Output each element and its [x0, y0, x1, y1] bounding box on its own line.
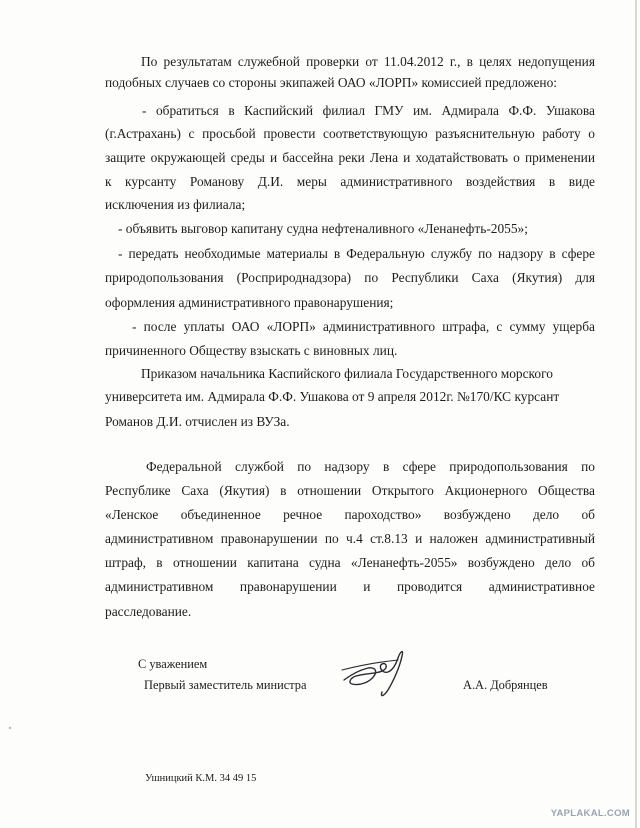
- bullet-1-line-4: к курсанту Романову Д.И. меры административного воздействия в виде: [105, 174, 595, 189]
- closing-text: С уважением: [138, 657, 208, 671]
- paragraph-2-line-1: Приказом начальника Каспийского филиала Государственного морского: [141, 366, 553, 381]
- paragraph-3-line-5: штраф, в отношении капитана судна «Ленанефть-2055» возбуждено дело об: [105, 555, 595, 570]
- signer-position: Первый заместитель министра: [144, 678, 307, 692]
- bullet-4-line-1: - после уплаты ОАО «ЛОРП» административного штрафа, с сумму ущерба: [132, 319, 595, 334]
- bullet-1-line-3: защите окружающей среды и бассейна реки Лена и ходатайствовать о применении: [105, 150, 595, 165]
- signer-name: А.А. Добрянцев: [463, 678, 548, 692]
- paragraph-3-line-1: Федеральной службой по надзору в сфере природопользования по: [146, 459, 595, 474]
- bullet-1-line-1: - обратиться в Каспийский филиал ГМУ им. Адмирала Ф.Ф. Ушакова: [142, 103, 595, 118]
- paragraph-2-line-2: университета им. Адмирала Ф.Ф. Ушакова от 9 апреля 2012г. №170/КС курсант: [105, 389, 560, 404]
- bullet-3-line-3: оформления административного правонарушения;: [105, 295, 394, 310]
- paragraph-1-line-2: подобных случаев со стороны экипажей ОАО «ЛОРП» комиссией предложено:: [105, 75, 558, 90]
- paragraph-3-line-3: «Ленское объединенное речное пароходство» возбуждено дело об: [105, 507, 595, 522]
- bullet-4-line-2: причиненного Обществу взыскать с виновных лиц.: [105, 343, 398, 358]
- paragraph-3-line-4: административном правонарушении по ч.4 ст.8.13 и наложен административный: [105, 531, 595, 546]
- bullet-3-line-2: природопользования (Росприроднадзора) по Республики Саха (Якутия) для: [105, 270, 595, 285]
- executor-contact: Ушницкий К.М. 34 49 15: [145, 773, 257, 784]
- bullet-1-line-2: (г.Астрахань) с просьбой провести соответствующую разъяснительную работу о: [105, 126, 595, 141]
- paragraph-1-line-1: По результатам служебной проверки от 11.04.2012 г., в целях недопущения: [141, 54, 595, 69]
- paragraph-2-line-3: Романов Д.И. отчислен из ВУЗа.: [105, 414, 290, 429]
- paragraph-3-line-6: административном правонарушении и проводится административное: [105, 579, 595, 594]
- bullet-3-line-1: - передать необходимые материалы в Федеральную службу по надзору в сфере: [118, 246, 595, 261]
- site-watermark: YAPLAKAL.COM: [550, 808, 630, 819]
- handwritten-signature: [338, 640, 410, 702]
- bullet-2: - объявить выговор капитану судна нефтеналивного «Ленанефть-2055»;: [118, 221, 528, 236]
- paragraph-3-line-2: Республике Саха (Якутия) в отношении Открытого Акционерного Общества: [105, 483, 595, 498]
- paragraph-3-line-7: расследование.: [105, 604, 192, 619]
- bullet-1-line-5: исключения из филиала;: [105, 197, 246, 212]
